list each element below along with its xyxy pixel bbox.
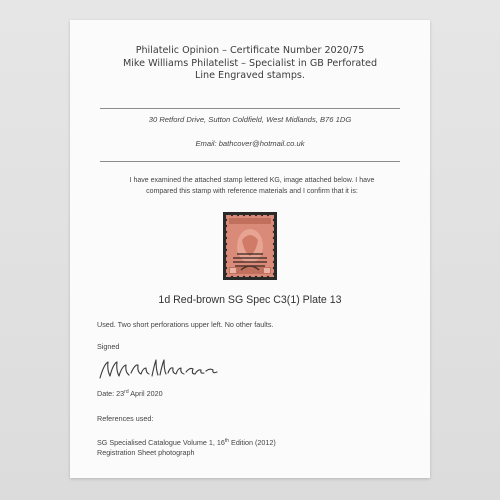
condition-text: Used. Two short perforations upper left. No other faults. <box>97 320 274 329</box>
contact-divider <box>100 161 400 162</box>
signed-label: Signed <box>97 342 120 351</box>
reference-catalogue-prefix: SG Specialised Catalogue Volume 1, 16 <box>97 438 225 447</box>
date-text <box>97 389 163 398</box>
header-divider <box>100 108 400 109</box>
statement-line-1: I have examined the attached stamp lettered KG, image attached below. I have <box>129 177 375 184</box>
stamp-identification: 1d Red-brown SG Spec C3(1) Plate 13 <box>158 294 342 306</box>
header-specialism-line: Line Engraved stamps. <box>195 70 305 81</box>
address-text: 30 Retford Drive, Sutton Coldfield, West Midlands, B76 1DG <box>148 115 352 124</box>
penny-red-stamp-icon <box>223 212 277 280</box>
statement-line-2: compared this stamp with reference materials and I confirm that it is: <box>146 187 358 195</box>
reference-edition-ordinal: th <box>224 438 230 444</box>
certificate-header <box>70 45 430 83</box>
header-specialist-line: Mike Williams Philatelist – Specialist in GB Perforated <box>122 57 378 69</box>
date-prefix: Date: 23 <box>97 389 125 398</box>
date-ordinal: rd <box>124 389 129 395</box>
reference-registration-sheet: Registration Sheet photograph <box>97 448 195 457</box>
date-rest: April 2020 <box>128 389 163 398</box>
certificate-document <box>70 20 430 478</box>
header-title-line: Philatelic Opinion – Certificate Number 2020/75 <box>135 45 365 56</box>
reference-catalogue-rest: Edition (2012) <box>229 438 276 447</box>
email-text: Email: bathcover@hotmail.co.uk <box>195 139 305 148</box>
references-label: References used: <box>97 414 154 423</box>
examination-statement <box>102 176 402 197</box>
stamp-image <box>223 212 277 280</box>
reference-catalogue <box>97 438 276 447</box>
handwritten-signature <box>96 356 226 384</box>
